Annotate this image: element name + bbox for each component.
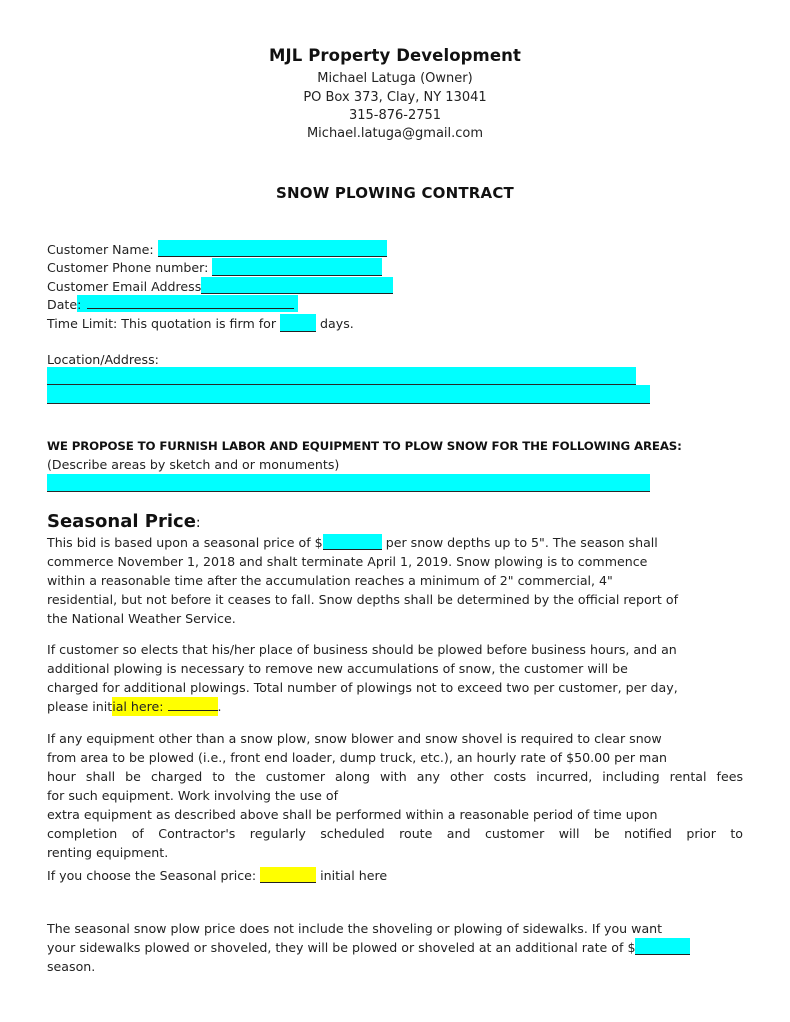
seasonal-paragraph-1 [47, 533, 743, 628]
p1-line-3: within a reasonable time after the accumulation reaches a minimum of 2" commercial, 4" [47, 573, 613, 588]
owner-line: Michael Latuga (Owner) [317, 71, 473, 86]
time-limit-prefix: Time Limit: This quotation is firm for [47, 316, 281, 331]
p1-line-5: the National Weather Service. [47, 611, 236, 626]
additional-plowing-initial-field[interactable] [168, 699, 218, 711]
areas-description-field[interactable] [47, 474, 650, 492]
customer-email-row [47, 277, 393, 296]
document-title: SNOW PLOWING CONTRACT [275, 184, 514, 202]
seasonal-choice-line [47, 866, 743, 885]
p3-line-7: renting equipment. [47, 845, 169, 860]
p4-line-2: your sidewalks plowed or shoveled, they will be plowed or shoveled at an additional rate of $ [47, 938, 743, 957]
time-limit-row [47, 314, 354, 333]
seasonal-paragraph-4 [47, 919, 743, 976]
location-address-field-2[interactable] [47, 385, 650, 404]
email-line: Michael.latuga@gmail.com [306, 126, 484, 141]
seasonal-price-field[interactable] [323, 534, 382, 550]
initial-here-highlight: ial here: [112, 697, 217, 716]
time-limit-suffix: days. [316, 316, 354, 331]
address-line: PO Box 373, Clay, NY 13041 [303, 90, 487, 105]
customer-email-field[interactable] [201, 277, 393, 294]
p3-line-4: for such equipment. Work involving the use of [47, 788, 338, 803]
seasonal-paragraph-2 [47, 640, 743, 716]
sidewalk-rate-field[interactable] [635, 938, 690, 955]
p1-line-2: commerce November 1, 2018 and shalt terminate April 1, 2019. Snow plowing is to commence [47, 554, 648, 569]
areas-note: (Describe areas by sketch and or monuments) [47, 457, 340, 472]
p3-line-6: completion of Contractor's regularly scheduled route and customer will be notified prior to [47, 826, 743, 841]
date-label: Date [47, 297, 78, 312]
seasonal-price-heading: Seasonal Price: [47, 511, 201, 532]
customer-phone-row [47, 258, 382, 277]
date-underline [87, 296, 294, 309]
company-name: MJL Property Development [269, 46, 521, 65]
seasonal-price-initial-field[interactable] [260, 867, 316, 883]
time-limit-days-field[interactable] [280, 314, 316, 332]
p4-line-3: season. [47, 959, 96, 974]
p2-line-2: additional plowing is necessary to remove new accumulations of snow, the customer will be [47, 661, 628, 676]
areas-heading: WE PROPOSE TO FURNISH LABOR AND EQUIPMENT TO PLOW SNOW FOR THE FOLLOWING AREAS: [47, 439, 682, 453]
location-label: Location/Address: [47, 352, 159, 367]
customer-phone-field[interactable] [212, 258, 382, 276]
customer-name-label: Customer Name: [47, 242, 158, 257]
p2-line-4: please initial here: . [47, 699, 222, 714]
date-field[interactable]: : [77, 295, 298, 312]
date-row [47, 295, 298, 314]
p3-line-5: extra equipment as described above shall be performed within a reasonable period of time upon [47, 807, 658, 822]
customer-name-row [47, 240, 387, 259]
p1-line-1: This bid is based upon a seasonal price of $ per snow depths up to 5". The season shall [47, 535, 658, 550]
p1-line-4: residential, but not before it ceases to fall. Snow depths shall be determined by the official report of [47, 592, 679, 607]
choose-line: If you choose the Seasonal price: initial here [47, 868, 388, 883]
seasonal-paragraph-3 [47, 729, 743, 862]
p4-line-1: The seasonal snow plow price does not include the shoveling or plowing of sidewalks. If you want [47, 921, 663, 936]
customer-email-label: Customer Email Address [47, 279, 202, 294]
location-address-field-1[interactable] [47, 367, 636, 385]
p2-line-1: If customer so elects that his/her place of business should be plowed before business hours, and an [47, 642, 677, 657]
p2-line-3: charged for additional plowings. Total number of plowings not to exceed two per customer, per day, [47, 680, 678, 695]
p3-line-3: hour shall be charged to the customer along with any other costs incurred, including rental fees [47, 769, 743, 784]
p3-line-2: from area to be plowed (i.e., front end loader, dump truck, etc.), an hourly rate of $50.00 per man [47, 750, 668, 765]
phone-line: 315-876-2751 [348, 108, 442, 123]
p3-line-1: If any equipment other than a snow plow, snow blower and snow shovel is required to clear snow [47, 731, 662, 746]
customer-phone-label: Customer Phone number: [47, 260, 213, 275]
customer-name-field[interactable] [158, 240, 387, 257]
